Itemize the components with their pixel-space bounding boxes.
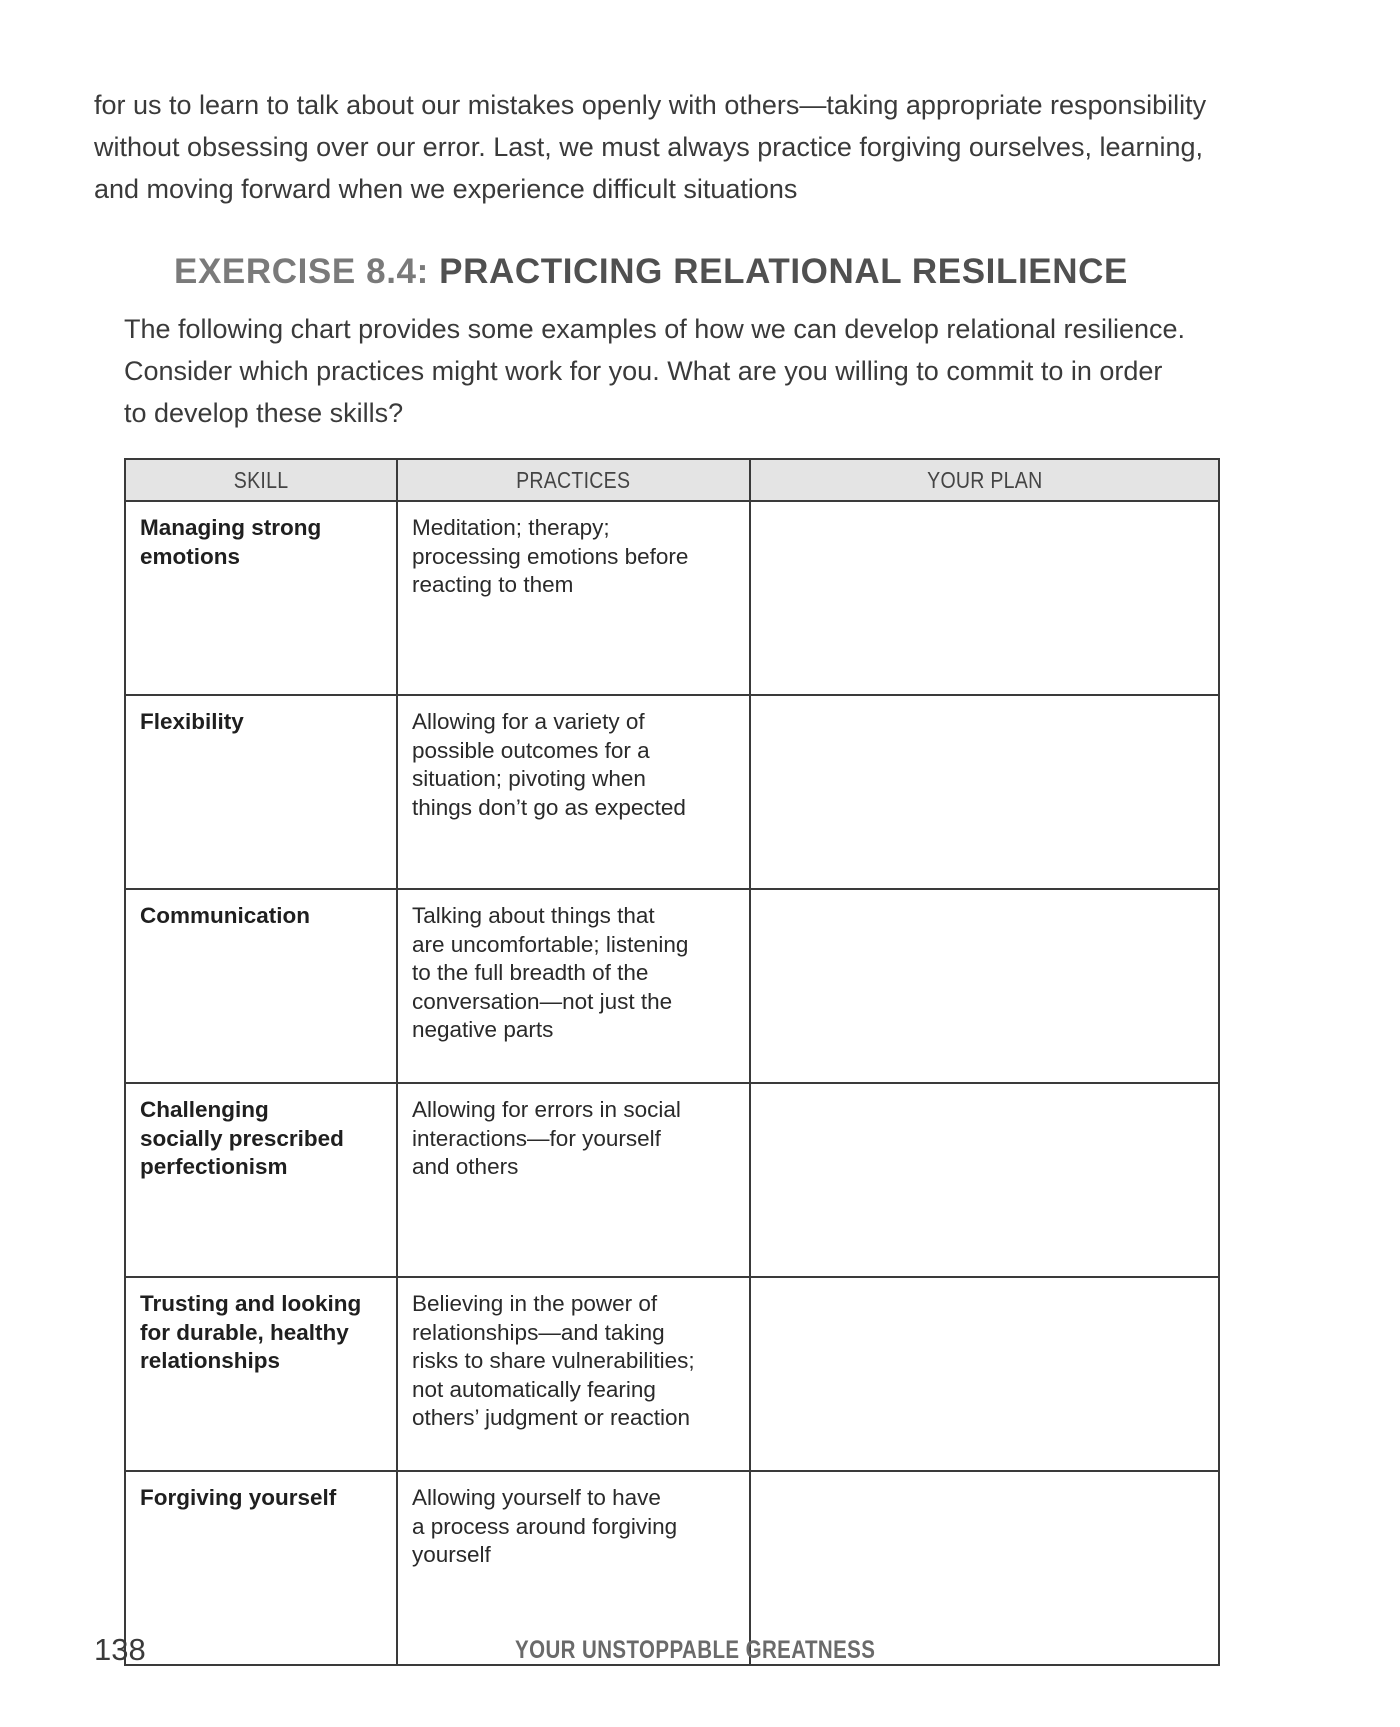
your-plan-cell[interactable] <box>750 889 1219 1083</box>
practices-text: Allowing for a variety of <box>412 709 645 734</box>
practices-text: negative parts <box>412 1017 554 1043</box>
practices-cell <box>397 889 750 1083</box>
practices-text: and others <box>412 1154 519 1180</box>
table-row <box>125 1277 1219 1471</box>
table-row <box>125 1083 1219 1277</box>
skill-text: socially prescribed <box>140 1125 344 1151</box>
practices-cell <box>397 501 750 695</box>
practices-cell <box>397 695 750 889</box>
practices-text: Believing in the power of <box>412 1291 658 1316</box>
your-plan-cell[interactable] <box>750 501 1219 695</box>
page-number: 138 <box>94 1632 146 1667</box>
practices-text: Talking about things that <box>412 903 655 928</box>
practices-text: relationships—and taking <box>412 1319 665 1345</box>
header-practices: PRACTICES <box>397 459 750 501</box>
practices-text: interactions—for yourself <box>412 1125 661 1151</box>
header-your-plan: YOUR PLAN <box>750 459 1219 501</box>
skill-text: Forgiving yourself <box>140 1485 337 1510</box>
practices-text: yourself <box>412 1542 491 1568</box>
exercise-name: PRACTICING RELATIONAL RESILIENCE <box>439 252 1128 291</box>
practices-text: a process around forgiving <box>412 1513 678 1539</box>
practices-text: situation; pivoting when <box>412 766 646 792</box>
intro-line: without obsessing over our error. Last, we must always practice forgiving ourselves, learning, <box>94 132 1204 162</box>
table-header-row <box>125 459 1219 501</box>
exercise-heading <box>174 248 1128 296</box>
practices-text: Allowing yourself to have <box>412 1485 661 1510</box>
practices-text: others’ judgment or reaction <box>412 1405 691 1431</box>
practices-text: to the full breadth of the <box>412 960 649 986</box>
intro-line: for us to learn to talk about our mistakes openly with others—taking appropriate responsibility <box>94 90 1207 120</box>
skill-cell <box>125 1471 397 1665</box>
table-row <box>125 889 1219 1083</box>
skill-cell <box>125 501 397 695</box>
instruction-line: to develop these skills? <box>124 398 404 428</box>
skill-cell <box>125 1083 397 1277</box>
intro-line: and moving forward when we experience difficult situations <box>94 174 798 204</box>
skill-text: Communication <box>140 903 311 928</box>
practices-text: things don’t go as expected <box>412 794 686 820</box>
practices-text: Meditation; therapy; <box>412 515 610 540</box>
skill-text: relationships <box>140 1348 281 1374</box>
skill-cell <box>125 889 397 1083</box>
skill-cell <box>125 695 397 889</box>
your-plan-cell[interactable] <box>750 1277 1219 1471</box>
practices-text: not automatically fearing <box>412 1376 656 1402</box>
running-title: YOUR UNSTOPPABLE GREATNESS <box>515 1636 876 1664</box>
practices-text: processing emotions before <box>412 543 689 569</box>
table-row <box>125 501 1219 695</box>
practices-cell <box>397 1277 750 1471</box>
skill-text: Trusting and looking <box>140 1291 362 1316</box>
resilience-chart <box>124 458 1220 1666</box>
instruction-line: The following chart provides some examples of how we can develop relational resilience. <box>124 314 1186 344</box>
practices-text: conversation—not just the <box>412 988 673 1014</box>
skill-text: for durable, healthy <box>140 1319 349 1345</box>
intro-paragraph <box>94 84 1294 210</box>
skill-text: Managing strong <box>140 515 322 540</box>
your-plan-cell[interactable] <box>750 1083 1219 1277</box>
practices-text: Allowing for errors in social <box>412 1097 681 1122</box>
practices-text: possible outcomes for a <box>412 737 650 763</box>
skill-text: emotions <box>140 543 241 569</box>
skill-text: Flexibility <box>140 709 244 734</box>
practices-text: risks to share vulnerabilities; <box>412 1348 695 1374</box>
exercise-number: EXERCISE 8.4: <box>174 252 429 291</box>
skill-text: Challenging <box>140 1097 269 1122</box>
header-skill: SKILL <box>125 459 397 501</box>
practices-text: reacting to them <box>412 572 574 598</box>
practices-cell <box>397 1083 750 1277</box>
skill-cell <box>125 1277 397 1471</box>
exercise-instructions <box>124 308 1274 434</box>
table-row <box>125 695 1219 889</box>
instruction-line: Consider which practices might work for you. What are you willing to commit to in order <box>124 356 1163 386</box>
skill-text: perfectionism <box>140 1154 288 1180</box>
table-body <box>125 501 1219 1665</box>
your-plan-cell[interactable] <box>750 695 1219 889</box>
practices-text: are uncomfortable; listening <box>412 931 689 957</box>
